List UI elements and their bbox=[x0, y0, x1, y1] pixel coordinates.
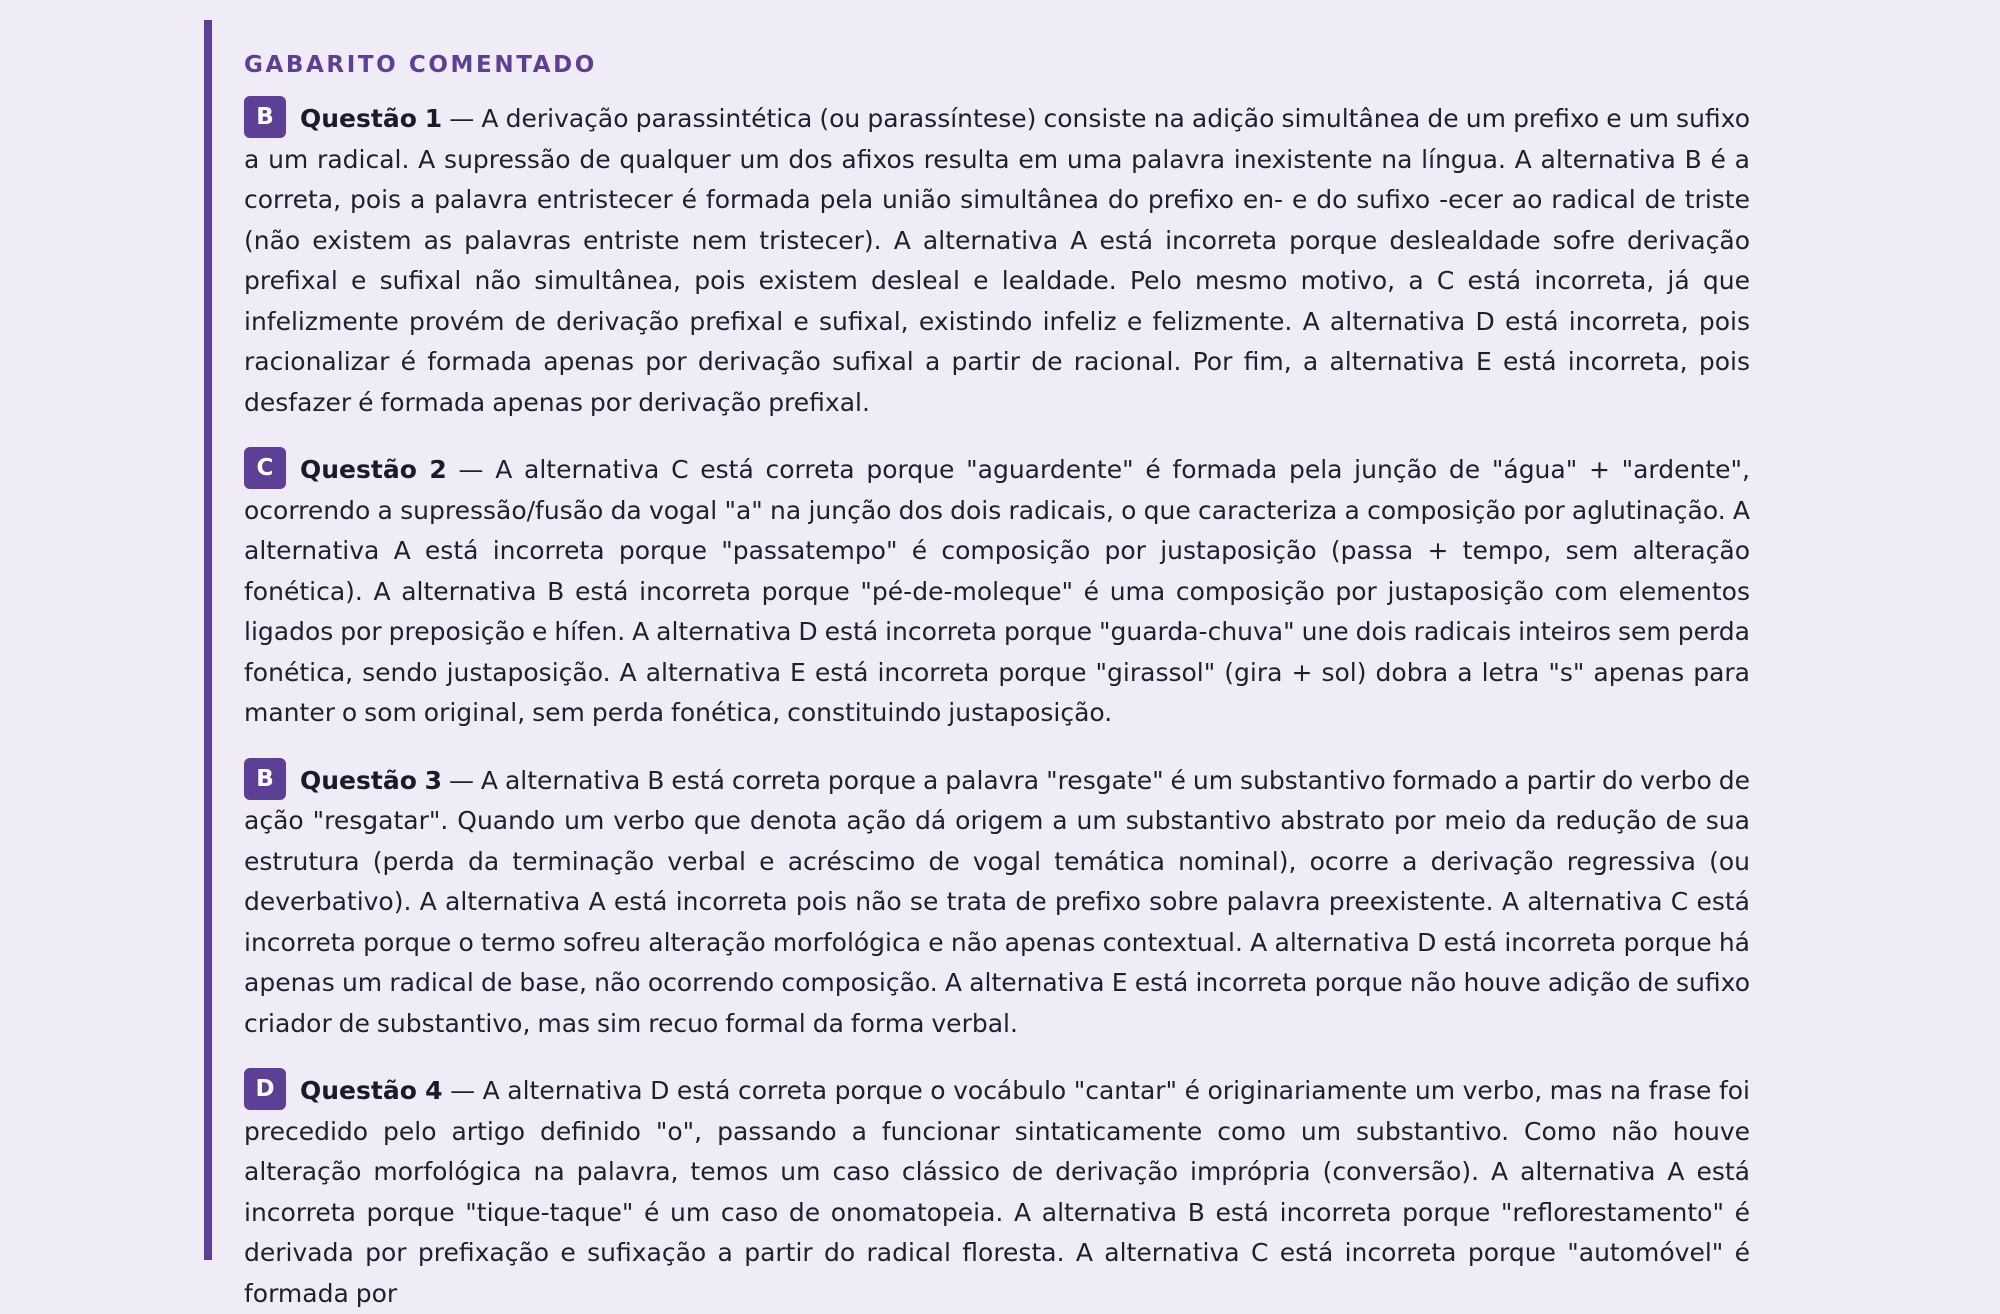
question-label: Questão 1 bbox=[300, 104, 443, 133]
question-explanation: — A alternativa B está correta porque a palavra "resgate" é um substantivo formado a partir do verbo de ação "resgatar". Quando um verbo que denota ação dá origem a um substantivo abstrato por meio da redução de sua estrutura (perda da terminação verbal e acréscimo de vogal temática nominal), ocorre a derivação regressiva (ou deverbativo). A alternativa A está incorreta pois não se trata de prefixo sobre palavra preexistente. A alternativa C está incorreta porque o termo sofreu alteração morfológica e não apenas contextual. A alternativa D está incorreta porque há apenas um radical de base, não ocorrendo composição. A alternativa E está incorreta porque não houve adição de sufixo criador de substantivo, mas sim recuo formal da forma verbal. bbox=[244, 765, 1751, 1038]
answer-badge: B bbox=[244, 96, 286, 138]
question-item-1 bbox=[244, 96, 1750, 423]
answer-badge: D bbox=[244, 1068, 286, 1110]
question-item-2 bbox=[244, 447, 1750, 734]
question-explanation: — A alternativa C está correta porque "aguardente" é formada pela junção de "água" + "ardente", ocorrendo a supressão/fusão da vogal "a" na junção dos dois radicais, o que caracteriza a composição por aglutinação. A alternativa A está incorreta porque "passatempo" é composição por justaposição (passa + tempo, sem alteração fonética). A alternativa B está incorreta porque "pé-de-moleque" é uma composição por justaposição com elementos ligados por preposição e hífen. A alternativa D está incorreta porque "guarda-chuva" une dois radicais inteiros sem perda fonética, sendo justaposição. A alternativa E está incorreta porque "girassol" (gira + sol) dobra a letra "s" apenas para manter o som original, sem perda fonética, constituindo justaposição. bbox=[244, 455, 1750, 727]
section-title: GABARITO COMENTADO bbox=[244, 52, 597, 78]
answer-key-panel bbox=[204, 20, 1751, 1308]
question-label: Questão 3 bbox=[300, 765, 442, 795]
question-explanation: — A derivação parassintética (ou parassíntese) consiste na adição simultânea de um prefixo e um sufixo a um radical. A supressão de qualquer um dos afixos resulta em uma palavra inexistente na língua. A alternativa B é a correta, pois a palavra entristecer é formada pela união simultânea do prefixo en- e do sufixo -ecer ao radical de triste (não existem as palavras entriste nem tristecer). A alternativa A está incorreta porque deslealdade sofre derivação prefixal e sufixal não simultânea, pois existem desleal e lealdade. Pelo mesmo motivo, a C está incorreta, já que infelizmente provém de derivação prefixal e sufixal, existindo infeliz e felizmente. A alternativa D está incorreta, pois racionalizar é formada apenas por derivação sufixal a partir de racional. Por fim, a alternativa E está incorreta, pois desfazer é formada apenas por derivação prefixal. bbox=[244, 104, 1750, 417]
question-item-3 bbox=[244, 758, 1750, 1045]
question-label: Questão 4 bbox=[300, 1076, 443, 1105]
answer-badge: B bbox=[244, 758, 286, 800]
question-item-4 bbox=[244, 1068, 1750, 1314]
question-label: Questão 2 bbox=[300, 455, 447, 484]
question-explanation: — A alternativa D está correta porque o vocábulo "cantar" é originariamente um verbo, mas na frase foi precedido pelo artigo definido "o", passando a funcionar sintaticamente como um substantivo. Como não houve alteração morfológica na palavra, temos um caso clássico de derivação imprópria (conversão). A alternativa A está incorreta porque "tique-taque" é um caso de onomatopeia. A alternativa B está incorreta porque "reflorestamento" é derivada por prefixação e sufixação a partir do radical floresta. A alternativa C está incorreta porque "automóvel" é formada por bbox=[244, 1076, 1750, 1308]
answer-badge: C bbox=[244, 447, 286, 489]
